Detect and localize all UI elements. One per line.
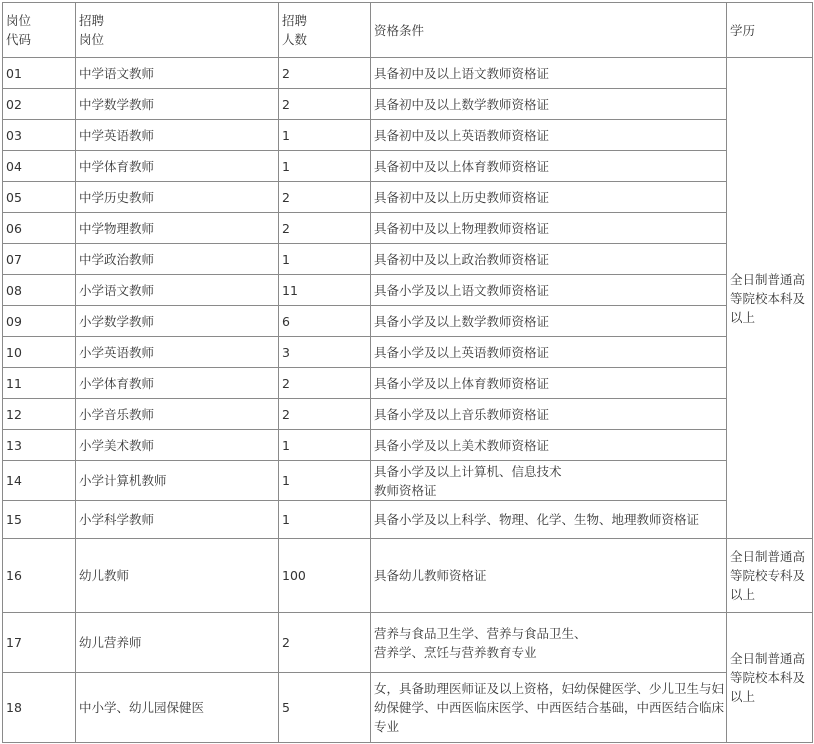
cell-count: 2 [279, 182, 371, 213]
cell-count: 1 [279, 151, 371, 182]
table-row [3, 275, 813, 306]
header-education: 学历 [727, 3, 813, 58]
cell-count: 3 [279, 337, 371, 368]
cell-code: 15 [3, 501, 76, 539]
cell-position: 小学语文教师 [76, 275, 279, 306]
table-row [3, 430, 813, 461]
cell-requirements: 具备小学及以上语文教师资格证 [371, 275, 727, 306]
table-row [3, 673, 813, 743]
cell-position: 中学数学教师 [76, 89, 279, 120]
cell-code: 09 [3, 306, 76, 337]
cell-code: 16 [3, 539, 76, 613]
cell-count: 2 [279, 58, 371, 89]
cell-requirements: 具备初中及以上物理教师资格证 [371, 213, 727, 244]
table-row [3, 58, 813, 89]
header-position: 招聘 岗位 [76, 3, 279, 58]
cell-position: 中学物理教师 [76, 213, 279, 244]
table-row [3, 306, 813, 337]
cell-position: 小学英语教师 [76, 337, 279, 368]
cell-requirements: 具备小学及以上科学、物理、化学、生物、地理教师资格证 [371, 501, 727, 539]
table-row [3, 120, 813, 151]
cell-code: 14 [3, 461, 76, 501]
cell-position: 小学美术教师 [76, 430, 279, 461]
cell-count: 2 [279, 613, 371, 673]
cell-requirements: 具备初中及以上语文教师资格证 [371, 58, 727, 89]
cell-position: 中学历史教师 [76, 182, 279, 213]
table-row [3, 501, 813, 539]
cell-position: 中学语文教师 [76, 58, 279, 89]
cell-code: 13 [3, 430, 76, 461]
cell-count: 2 [279, 399, 371, 430]
cell-position: 中学英语教师 [76, 120, 279, 151]
recruitment-table [2, 2, 813, 743]
cell-code: 05 [3, 182, 76, 213]
table-row [3, 539, 813, 613]
cell-position: 中学政治教师 [76, 244, 279, 275]
cell-requirements: 具备初中及以上英语教师资格证 [371, 120, 727, 151]
cell-requirements: 具备小学及以上音乐教师资格证 [371, 399, 727, 430]
cell-requirements: 具备小学及以上体育教师资格证 [371, 368, 727, 399]
cell-requirements: 具备初中及以上历史教师资格证 [371, 182, 727, 213]
table-row [3, 182, 813, 213]
cell-requirements: 具备小学及以上美术教师资格证 [371, 430, 727, 461]
cell-position: 幼儿营养师 [76, 613, 279, 673]
cell-requirements: 具备初中及以上数学教师资格证 [371, 89, 727, 120]
header-requirements: 资格条件 [371, 3, 727, 58]
cell-position: 中小学、幼儿园保健医 [76, 673, 279, 743]
table-row [3, 244, 813, 275]
cell-requirements: 具备初中及以上政治教师资格证 [371, 244, 727, 275]
table-row [3, 89, 813, 120]
cell-count: 1 [279, 461, 371, 501]
cell-requirements: 女，具备助理医师证及以上资格，妇幼保健医学、少儿卫生与妇 幼保健学、中西医临床医学、中西医结合基础，中西医结合临床 专业 [371, 673, 727, 743]
cell-count: 1 [279, 120, 371, 151]
cell-position: 中学体育教师 [76, 151, 279, 182]
cell-count: 2 [279, 213, 371, 244]
cell-education: 全日制普通高等院校专科及以上 [727, 539, 813, 613]
cell-count: 1 [279, 244, 371, 275]
cell-count: 5 [279, 673, 371, 743]
cell-code: 08 [3, 275, 76, 306]
cell-education: 全日制普通高等院校本科及以上 [727, 58, 813, 539]
cell-count: 1 [279, 501, 371, 539]
cell-count: 100 [279, 539, 371, 613]
cell-requirements: 具备小学及以上数学教师资格证 [371, 306, 727, 337]
cell-position: 小学计算机教师 [76, 461, 279, 501]
cell-requirements: 具备小学及以上英语教师资格证 [371, 337, 727, 368]
header-count: 招聘 人数 [279, 3, 371, 58]
table-row [3, 613, 813, 673]
cell-code: 10 [3, 337, 76, 368]
cell-position: 小学科学教师 [76, 501, 279, 539]
cell-position: 小学体育教师 [76, 368, 279, 399]
table-row [3, 368, 813, 399]
cell-code: 17 [3, 613, 76, 673]
table-row [3, 399, 813, 430]
header-code: 岗位 代码 [3, 3, 76, 58]
cell-position: 小学数学教师 [76, 306, 279, 337]
header-row [3, 3, 813, 58]
cell-code: 04 [3, 151, 76, 182]
table-row [3, 213, 813, 244]
cell-count: 11 [279, 275, 371, 306]
cell-requirements: 具备初中及以上体育教师资格证 [371, 151, 727, 182]
cell-requirements: 具备小学及以上计算机、信息技术 教师资格证 [371, 461, 727, 501]
table-row [3, 461, 813, 501]
cell-code: 18 [3, 673, 76, 743]
cell-position: 幼儿教师 [76, 539, 279, 613]
table-row [3, 337, 813, 368]
cell-code: 12 [3, 399, 76, 430]
cell-count: 6 [279, 306, 371, 337]
cell-count: 2 [279, 89, 371, 120]
cell-code: 01 [3, 58, 76, 89]
cell-position: 小学音乐教师 [76, 399, 279, 430]
cell-count: 2 [279, 368, 371, 399]
table-row [3, 151, 813, 182]
cell-code: 06 [3, 213, 76, 244]
cell-requirements: 具备幼儿教师资格证 [371, 539, 727, 613]
cell-code: 07 [3, 244, 76, 275]
cell-code: 11 [3, 368, 76, 399]
cell-code: 02 [3, 89, 76, 120]
cell-code: 03 [3, 120, 76, 151]
cell-education: 全日制普通高等院校本科及以上 [727, 613, 813, 743]
cell-count: 1 [279, 430, 371, 461]
cell-requirements: 营养与食品卫生学、营养与食品卫生、 营养学、烹饪与营养教育专业 [371, 613, 727, 673]
